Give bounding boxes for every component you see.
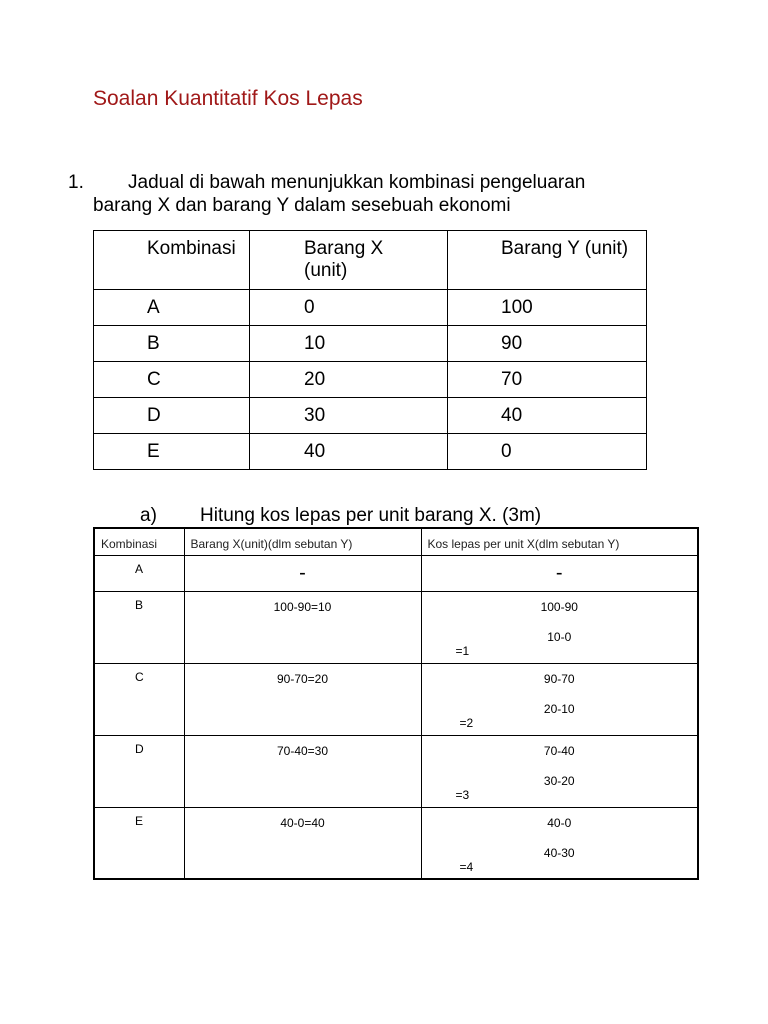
question-text-line-2: barang X dan barang Y dalam sesebuah ekonomi: [93, 195, 511, 216]
cell-barang-x: 40-0=40: [184, 807, 421, 879]
cell-kos-lepas: -: [421, 555, 698, 591]
cell-kos-lepas: [421, 591, 698, 663]
cell-kombinasi: C: [94, 663, 184, 735]
question-text-line-1: Jadual di bawah menunjukkan kombinasi pengeluaran: [128, 172, 586, 193]
table-header-row: [94, 528, 698, 555]
header-kombinasi: Kombinasi: [94, 231, 250, 290]
fraction-numerator: 100-90: [540, 599, 578, 614]
cell-barang-x: 70-40=30: [184, 735, 421, 807]
fraction-denominator: 40-30: [543, 845, 575, 860]
production-combination-table: [93, 230, 647, 470]
table-row: [94, 326, 647, 362]
table-row: [94, 362, 647, 398]
header-barang-y: Barang Y (unit): [448, 231, 647, 290]
cell-barang-y: 0: [448, 434, 647, 470]
cell-barang-y: 70: [448, 362, 647, 398]
cell-barang-x: 100-90=10: [184, 591, 421, 663]
cell-kos-lepas: [421, 807, 698, 879]
table-row: [94, 735, 698, 807]
table-row: [94, 434, 647, 470]
cell-barang-y: 100: [448, 290, 647, 326]
cell-barang-x: 20: [250, 362, 448, 398]
header-barang-x-line2: (unit): [304, 260, 348, 281]
cell-barang-x: 40: [250, 434, 448, 470]
sub-question-text: Hitung kos lepas per unit barang X. (3m): [200, 505, 542, 526]
cell-barang-x: 90-70=20: [184, 663, 421, 735]
table-row: [94, 290, 647, 326]
cell-kos-lepas: [421, 663, 698, 735]
question-number: 1.: [68, 172, 84, 193]
cell-kombinasi: D: [94, 398, 250, 434]
cell-kombinasi: A: [94, 290, 250, 326]
header-barang-x: [250, 231, 448, 290]
cell-barang-x: 10: [250, 326, 448, 362]
cell-kombinasi: C: [94, 362, 250, 398]
header-kos-lepas: Kos lepas per unit X(dlm sebutan Y): [421, 528, 698, 555]
fraction-result: =4: [459, 859, 474, 874]
fraction-denominator: 30-20: [543, 773, 575, 788]
table-row: [94, 807, 698, 879]
table-row: [94, 591, 698, 663]
cell-kombinasi: A: [94, 555, 184, 591]
cell-barang-y: 90: [448, 326, 647, 362]
header-barang-x: Barang X(unit)(dlm sebutan Y): [184, 528, 421, 555]
cell-kos-lepas: [421, 735, 698, 807]
table-header-row: [94, 231, 647, 290]
cell-kombinasi: D: [94, 735, 184, 807]
cell-kombinasi: E: [94, 434, 250, 470]
sub-question-label: a): [140, 505, 157, 526]
fraction-numerator: 40-0: [547, 815, 572, 830]
cell-kombinasi: B: [94, 591, 184, 663]
fraction-result: =1: [455, 643, 470, 658]
header-barang-x-line1: Barang X: [304, 238, 384, 259]
header-kombinasi: Kombinasi: [94, 528, 184, 555]
table-row: [94, 555, 698, 591]
cell-barang-x: 0: [250, 290, 448, 326]
fraction-denominator: 10-0: [547, 629, 572, 644]
cell-barang-y: 40: [448, 398, 647, 434]
cell-barang-x: -: [184, 555, 421, 591]
table-row: [94, 398, 647, 434]
fraction-denominator: 20-10: [543, 701, 575, 716]
fraction-result: =2: [459, 715, 474, 730]
document-title: Soalan Kuantitatif Kos Lepas: [93, 87, 363, 110]
fraction-numerator: 90-70: [543, 671, 575, 686]
fraction-numerator: 70-40: [543, 743, 575, 758]
cell-kombinasi: E: [94, 807, 184, 879]
cell-barang-x: 30: [250, 398, 448, 434]
table-row: [94, 663, 698, 735]
opportunity-cost-table: [93, 527, 699, 880]
cell-kombinasi: B: [94, 326, 250, 362]
fraction-result: =3: [455, 787, 470, 802]
